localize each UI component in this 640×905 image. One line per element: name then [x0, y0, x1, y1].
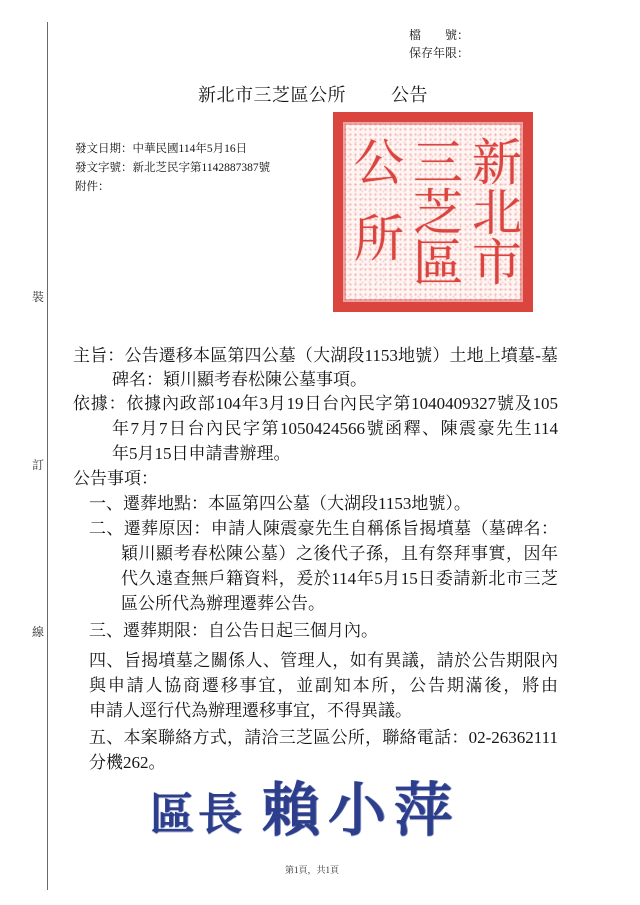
notice-item-line: 分機262。	[89, 753, 166, 772]
notice-item-line: 穎川顯考春松陳公墓）之後代子孫，且有祭拜事實，因年	[121, 544, 558, 563]
reference-number-value: 新北芝民字第1142887387號	[132, 162, 271, 174]
subject-label: 主旨：	[73, 346, 125, 365]
notice-item-line: 遷葬原因：申請人陳震豪先生自稱係旨揭墳墓（墓碑名：	[123, 519, 559, 538]
binding-margin-line	[47, 22, 48, 890]
notice-item	[89, 618, 378, 643]
file-number-label: 檔 號：	[409, 28, 470, 42]
notice-item-line: 申請人逕行代為辦理遷移事宜，不得異議。	[89, 701, 412, 720]
basis-paragraph	[73, 391, 558, 416]
seal-text-column: 三芝區	[405, 136, 463, 286]
notice-item-line: 區公所代為辦理遷葬公告。	[121, 594, 325, 613]
notice-item-line: 本案聯絡方式，請洽三芝區公所，聯絡電話：02-26362111	[123, 728, 558, 747]
notice-item-number: 四、	[89, 651, 124, 670]
notice-item-number: 五、	[89, 728, 124, 747]
notice-item	[89, 516, 558, 541]
signature-title: 區長	[150, 789, 246, 840]
seal-text-column: 公所	[346, 136, 404, 288]
notice-item-number: 三、	[89, 621, 123, 640]
notice-item-line: 遷葬期限：自公告日起三個月內。	[123, 621, 378, 640]
signature-name: 賴小萍	[262, 776, 461, 844]
subject-line: 公告遷移本區第四公墓（大湖段1153地號）土地上墳墓-墓	[124, 346, 559, 365]
notice-item-number: 一、	[89, 494, 123, 513]
reference-number	[75, 160, 270, 176]
document-type-title: 公告	[391, 85, 428, 105]
notice-item-number: 二、	[89, 519, 124, 538]
page-number: 第1頁，共1頁	[285, 865, 340, 875]
issue-date	[75, 141, 247, 157]
basis-label: 依據：	[73, 394, 127, 413]
notice-item-line: 旨揭墳墓之關係人、管理人，如有異議，請於公告期限內	[123, 651, 559, 670]
binding-mark: 裝	[31, 290, 44, 304]
attachment-label: 附件：	[75, 181, 110, 193]
notice-item-line: 遷葬地點：本區第四公墓（大湖段1153地號）。	[123, 494, 471, 513]
basis-line: 年5月15日申請書辦理。	[112, 444, 291, 463]
notice-items-heading: 公告事項：	[73, 469, 158, 488]
issuing-agency-title: 新北市三芝區公所	[198, 85, 346, 105]
notice-item	[89, 725, 558, 750]
seal-text-column: 新北市	[464, 136, 522, 286]
issue-date-label: 發文日期：	[75, 143, 133, 155]
retention-period-label: 保存年限：	[409, 46, 470, 60]
reference-number-label: 發文字號：	[75, 162, 133, 174]
notice-item-line: 代久遠查無戶籍資料，爰於114年5月15日委請新北市三芝	[121, 569, 558, 588]
notice-item-line: 與申請人協商遷移事宜，並副知本所，公告期滿後，將由	[89, 676, 558, 695]
notice-item	[89, 648, 558, 673]
issue-date-value: 中華民國114年5月16日	[132, 143, 248, 155]
binding-mark: 線	[31, 625, 44, 639]
basis-line: 年7月7日台內民字第1050424566號函釋、陳震豪先生114	[112, 419, 558, 438]
official-seal	[333, 112, 533, 312]
binding-mark: 訂	[31, 458, 44, 472]
subject-paragraph	[73, 343, 558, 368]
basis-line: 依據內政部104年3月19日台內民字第1040409327號及105	[126, 394, 559, 413]
subject-line: 碑名：穎川顯考春松陳公墓事項。	[112, 370, 367, 389]
notice-item	[89, 491, 471, 516]
